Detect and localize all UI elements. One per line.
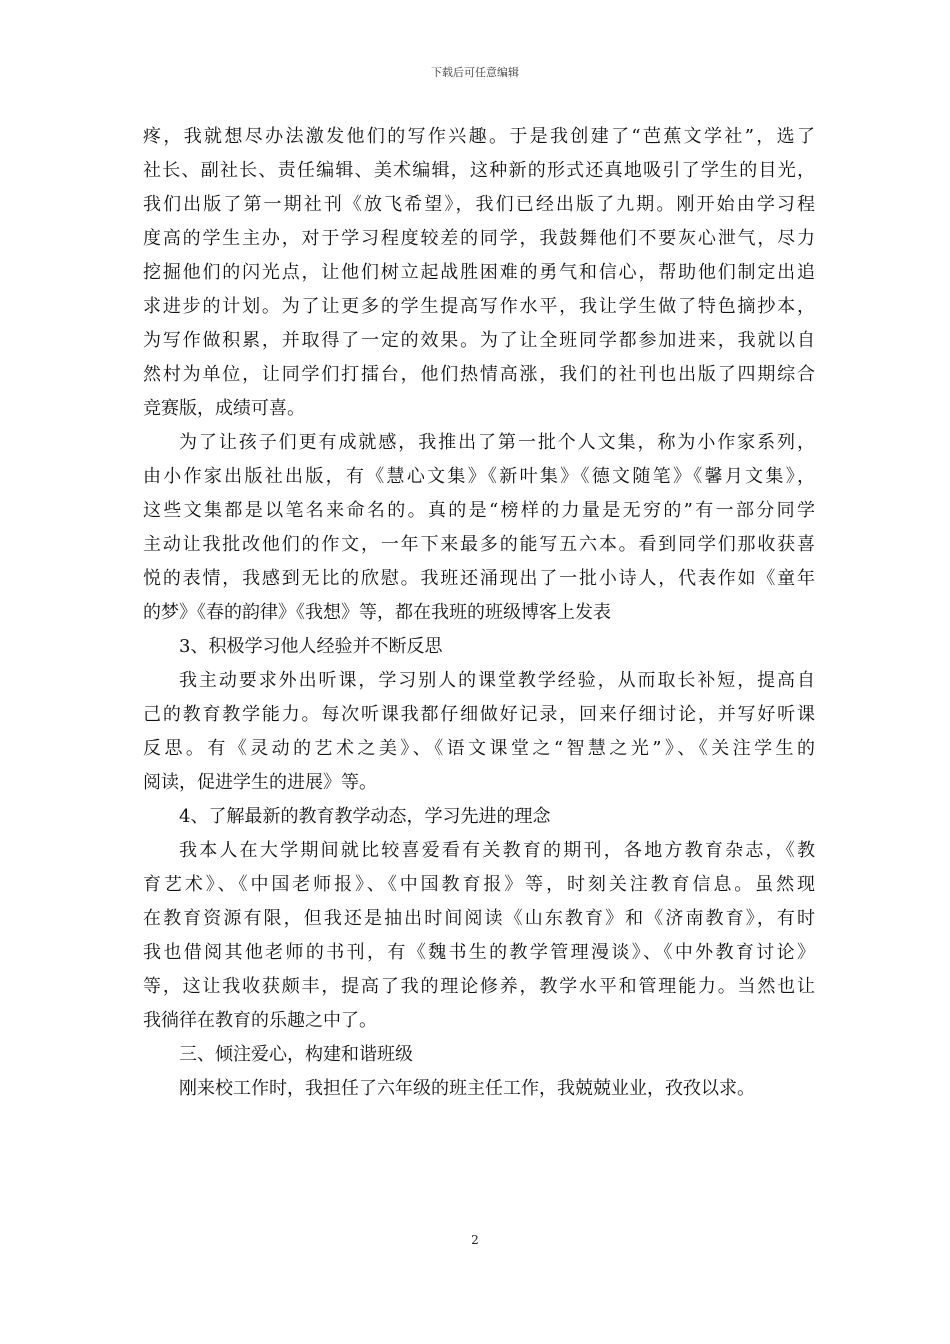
paragraph-line: 刚来校工作时，我担任了六年级的班主任工作，我兢兢业业，孜孜以求。 bbox=[179, 1078, 755, 1099]
paragraph-line: 主动让我批改他们的作文，一年下来最多的能写五六本。看到同学们那收获喜 bbox=[143, 534, 815, 555]
paragraph-line: 我本人在大学期间就比较喜爱看有关教育的期刊，各地方教育杂志，《教 bbox=[179, 840, 815, 861]
paragraph-line: 我也借阅其他老师的书刊，有《魏书生的教学管理漫谈》、《中外教育讨论》 bbox=[143, 942, 815, 963]
section-heading: 三、倾注爱心，构建和谐班级 bbox=[179, 1044, 413, 1065]
paragraph-line: 疼，我就想尽办法激发他们的写作兴趣。于是我创建了“芭蕉文学社”，选了 bbox=[143, 126, 815, 147]
paragraph-line: 社长、副社长、责任编辑、美术编辑，这种新的形式还真地吸引了学生的目光， bbox=[143, 160, 815, 181]
paragraph-line: 育艺术》、《中国老师报》、《中国教育报》等，时刻关注教育信息。虽然现 bbox=[143, 874, 815, 895]
document-body bbox=[143, 120, 815, 1106]
paragraph-line: 度高的学生主办，对于学习程度较差的同学，我鼓舞他们不要灰心泄气，尽力 bbox=[143, 228, 815, 249]
paragraph-line: 为写作做积累，并取得了一定的效果。为了让全班同学都参加进来，我就以自 bbox=[143, 330, 815, 351]
page-number: 2 bbox=[471, 1233, 479, 1247]
section-heading: 3、积极学习他人经验并不断反思 bbox=[179, 636, 443, 657]
paragraph-line: 我主动要求外出听课，学习别人的课堂教学经验，从而取长补短，提高自 bbox=[179, 670, 815, 691]
section-heading: 4、了解最新的教育教学动态，学习先进的理念 bbox=[179, 806, 551, 827]
paragraph-line: 为了让孩子们更有成就感，我推出了第一批个人文集，称为小作家系列， bbox=[179, 432, 815, 453]
paragraph-line: 悦的表情，我感到无比的欣慰。我班还涌现出了一批小诗人，代表作如《童年 bbox=[143, 568, 815, 589]
paragraph-line: 这些文集都是以笔名来命名的。真的是“榜样的力量是无穷的”有一部分同学 bbox=[143, 500, 815, 521]
paragraph-line: 竞赛版，成绩可喜。 bbox=[143, 398, 305, 419]
paragraph-line: 在教育资源有限，但我还是抽出时间阅读《山东教育》和《济南教育》，有时 bbox=[143, 908, 815, 929]
paragraph-line: 求进步的计划。为了让更多的学生提高写作水平，我让学生做了特色摘抄本， bbox=[143, 296, 815, 317]
paragraph-line: 然村为单位，让同学们打擂台，他们热情高涨，我们的社刊也出版了四期综合 bbox=[143, 364, 815, 385]
paragraph-line: 由小作家出版社出版，有《慧心文集》《新叶集》《德文随笔》《馨月文集》， bbox=[143, 466, 815, 487]
paragraph-line: 我徜徉在教育的乐趣之中了。 bbox=[143, 1010, 377, 1031]
paragraph-line: 阅读，促进学生的进展》等。 bbox=[143, 772, 377, 793]
paragraph-line: 等，这让我收获颇丰，提高了我的理论修养，教学水平和管理能力。当然也让 bbox=[143, 976, 815, 997]
paragraph-line: 我们出版了第一期社刊《放飞希望》，我们已经出版了九期。刚开始由学习程 bbox=[143, 194, 815, 215]
page-header: 下载后可任意编辑 bbox=[431, 66, 519, 79]
paragraph-line: 的梦》《春的韵律》《我想》等，都在我班的班级博客上发表 bbox=[143, 602, 611, 623]
paragraph-line: 己的教育教学能力。每次听课我都仔细做好记录，回来仔细讨论，并写好听课 bbox=[143, 704, 815, 725]
paragraph-line: 挖掘他们的闪光点，让他们树立起战胜困难的勇气和信心，帮助他们制定出追 bbox=[143, 262, 815, 283]
paragraph-line: 反思。有《灵动的艺术之美》、《语文课堂之“智慧之光”》、《关注学生的 bbox=[143, 738, 815, 759]
